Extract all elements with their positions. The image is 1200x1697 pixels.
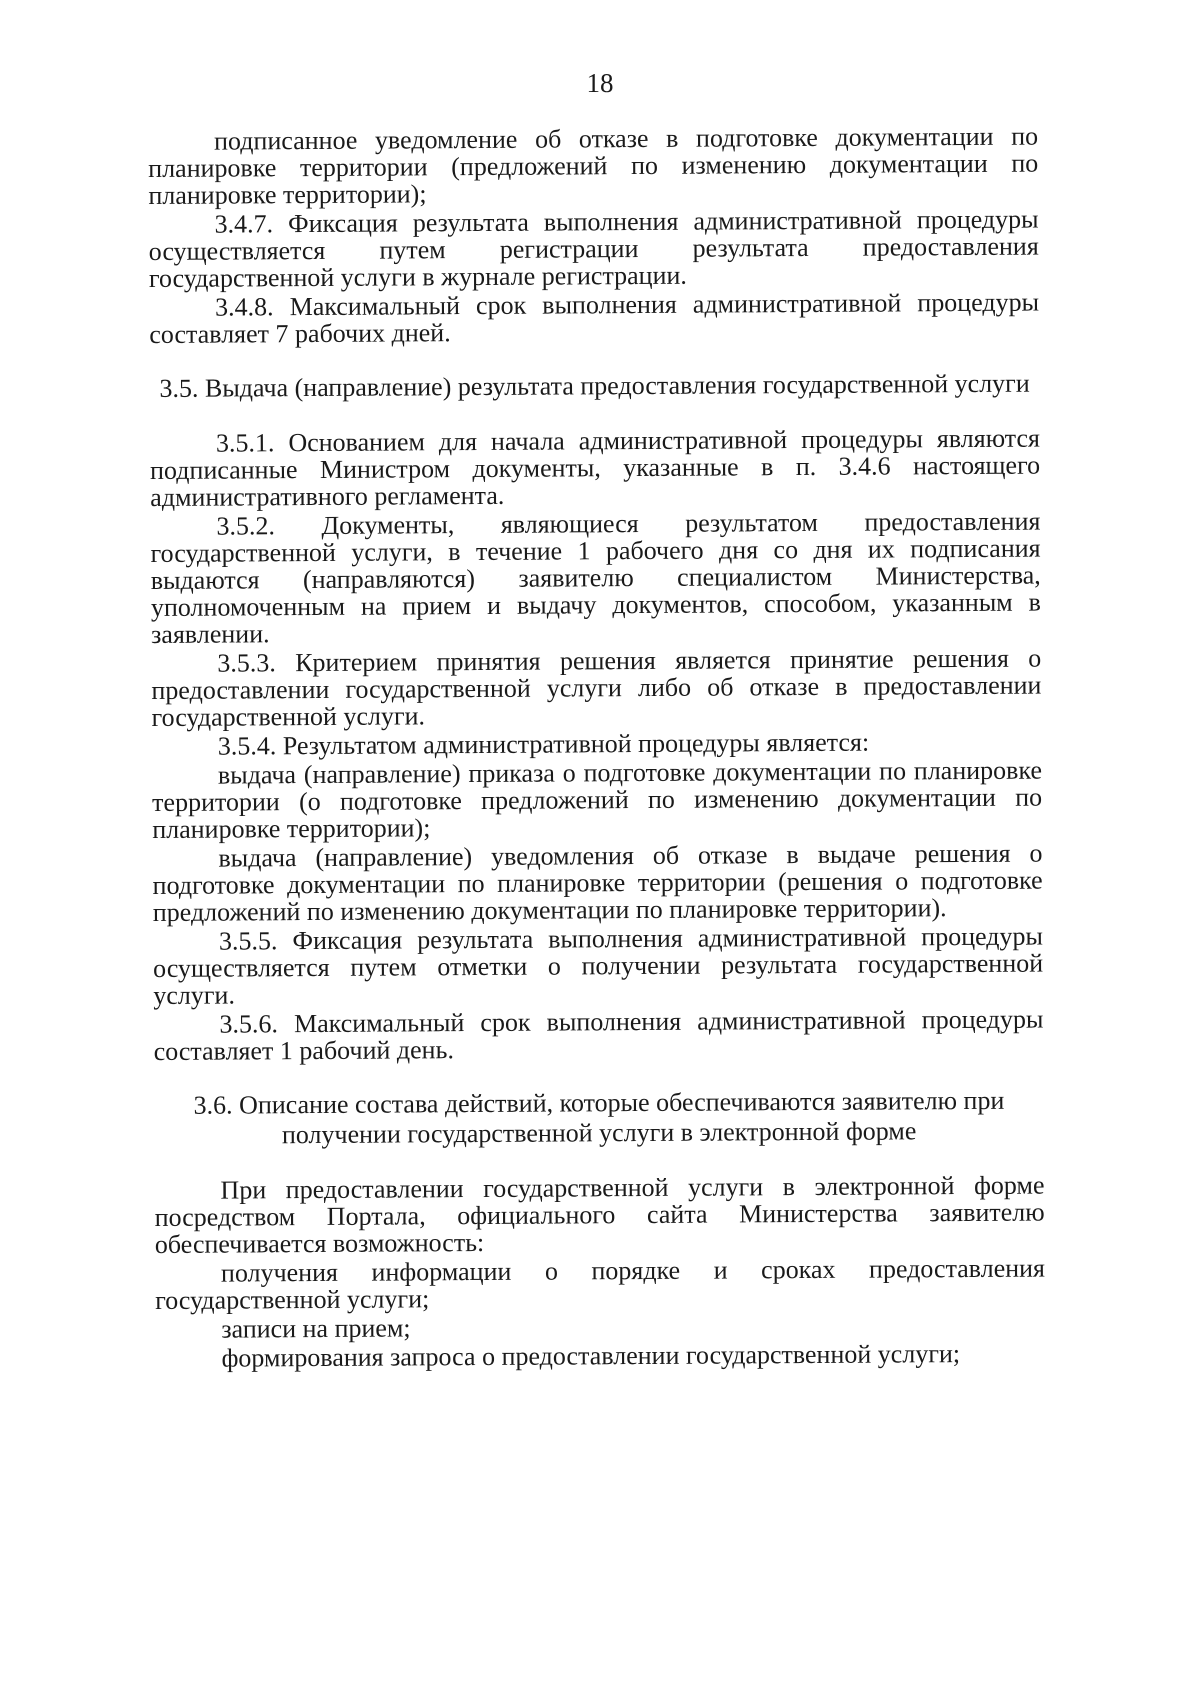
section-heading-3-5: 3.5. Выдача (направление) результата предоставления государственной услуги <box>159 368 1030 403</box>
paragraph-3-5-2: 3.5.2. Документы, являющиеся результатом предоставления государственной услуги, в течение 1 рабочего дня со дня их подписания выдаются (направляются) заявителю специалистом Министерства, уполномоченным на прием и выдачу документов, способом, указанным в заявлении. <box>150 506 1042 649</box>
document-body <box>148 123 1046 1374</box>
paragraph-request-option: формирования запроса о предоставлении государственной услуги; <box>221 1339 961 1373</box>
paragraph-3-5-4: 3.5.4. Результатом административной процедуры является: <box>217 727 870 761</box>
paragraph-3-4-7: 3.4.7. Фиксация результата выполнения административной процедуры осуществляется путем регистрации результата предоставления государственной услуги в журнале регистрации. <box>148 204 1039 293</box>
paragraph-3-5-1: 3.5.1. Основанием для начала административной процедуры являются подписанные Министром документы, указанные в п. 3.4.6 настоящего административного регламента. <box>150 423 1041 512</box>
section-heading-3-6 <box>154 1086 1044 1151</box>
paragraph-appointment-option: записи на прием; <box>221 1313 411 1344</box>
paragraph-result-refusal: выдача (направление) уведомления об отказе в выдаче решения о подготовке документации по планировке территории (решения о подготовке предложений по изменению документации по планировке территории). <box>152 838 1043 927</box>
section-heading-3-6-line1: 3.6. Описание состава действий, которые обеспечиваются заявителю при <box>193 1085 1005 1120</box>
paragraph-3-5-6: 3.5.6. Максимальный срок выполнения административной процедуры составляет 1 рабочий день. <box>153 1004 1044 1066</box>
paragraph-3-4-8: 3.4.8. Максимальный срок выполнения административной процедуры составляет 7 рабочих дней. <box>149 287 1040 349</box>
paragraph-info-option: получения информации о порядке и сроках предоставления государственной услуги; <box>155 1253 1046 1315</box>
section-heading-3-6-line2: получении государственной услуги в электронной форме <box>281 1116 917 1150</box>
paragraph-refusal-notice: подписанное уведомление об отказе в подготовке документации по планировке территории (предложений по изменению документации по планировке территории); <box>148 121 1039 210</box>
paragraph-result-order: выдача (направление) приказа о подготовке документации по планировке территории (о подготовке предложений по изменению документации по планировке территории); <box>152 755 1043 844</box>
paragraph-3-5-5: 3.5.5. Фиксация результата выполнения административной процедуры осуществляется путем отметки о получении результата государственной услуги. <box>153 921 1044 1010</box>
paragraph-3-6-intro: При предоставлении государственной услуги в электронной форме посредством Портала, официального сайта Министерства заявителю обеспечивается возможность: <box>154 1170 1045 1259</box>
paragraph-3-5-3: 3.5.3. Критерием принятия решения является принятие решения о предоставлении государственной услуги либо об отказе в предоставлении государственной услуги. <box>151 643 1042 732</box>
page-number: 18 <box>586 68 614 98</box>
